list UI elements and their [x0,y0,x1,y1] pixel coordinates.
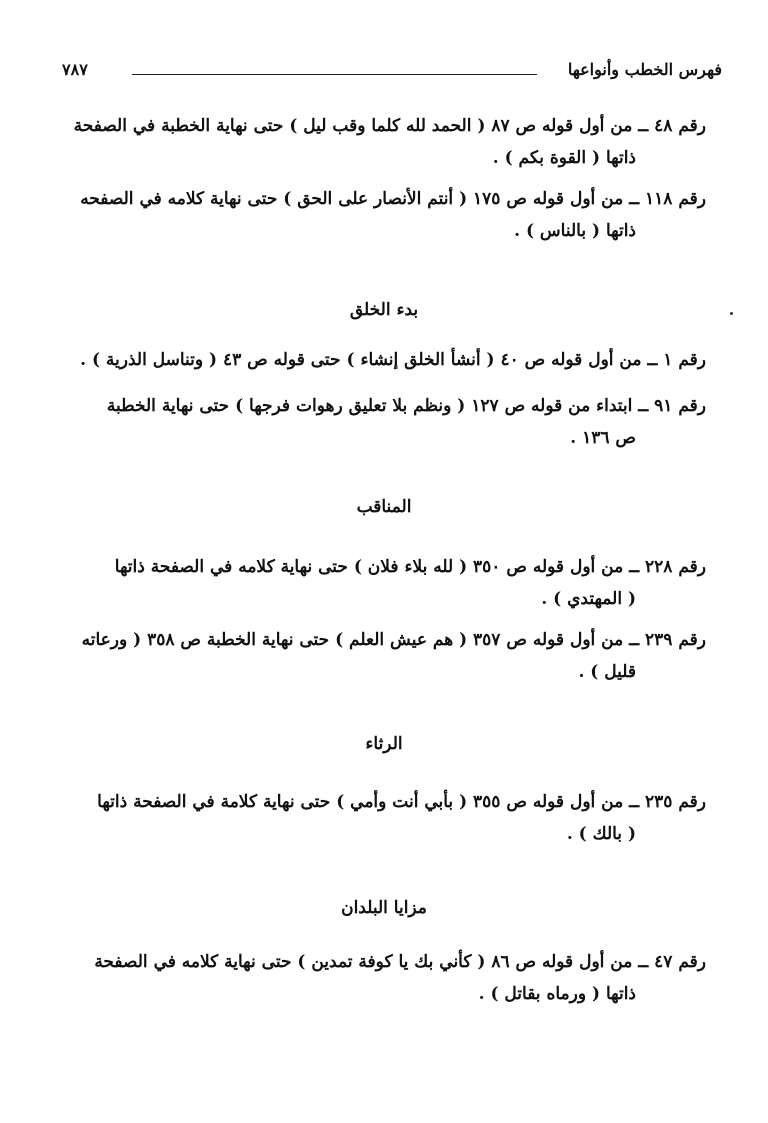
entry-continuation: ذاتها ( ورماه بقاتل ) . [478,984,636,1004]
index-entry [46,390,706,454]
index-entry [46,344,706,376]
entry-continuation: قليل ) . [578,662,636,682]
entry-line: رقم ١١٨ ــ من أول قوله ص ١٧٥ ( أنتم الأنصار على الحق ) حتى نهاية كلامه في الصفحه [80,189,706,209]
index-entry [46,183,706,247]
section-heading: المناقب [356,497,412,517]
entry-continuation: ذاتها ( القوة بكم ) . [492,148,636,168]
section-heading: بدء الخلق [349,300,419,320]
entry-line: رقم ٢٢٨ ــ من أول قوله ص ٣٥٠ ( لله بلاء فلان ) حتى نهاية كلامه في الصفحة ذاتها [114,557,706,577]
entry-continuation: ص ١٣٦ . [570,428,636,448]
entry-line: رقم ٩١ ــ ابتداء من قوله ص ١٢٧ ( ونظم بلا تعليق رهوات فرجها ) حتى نهاية الخطبة [106,396,706,416]
entry-line: رقم ٢٣٥ ــ من أول قوله ص ٣٥٥ ( بأبي أنت وأمي ) حتى نهاية كلامة في الصفحة ذاتها [97,792,706,812]
entry-line: رقم ٤٨ ــ من أول قوله ص ٨٧ ( الحمد لله كلما وقب ليل ) حتى نهاية الخطبة في الصفحة [73,116,706,136]
header-rule [132,74,537,75]
index-entry [46,110,706,174]
index-entry [46,946,706,1010]
index-entry [46,624,706,688]
entry-line: رقم ٤٧ ــ من أول قوله ص ٨٦ ( كأني بك يا كوفة تمدين ) حتى نهاية كلامه في الصفحة [94,952,706,972]
index-entry [46,786,706,850]
stray-mark [730,312,733,315]
page-number: ٧٨٧ [62,60,88,79]
section-heading: الرثاء [365,734,403,754]
entry-continuation: ( بالك ) . [566,824,636,844]
entry-continuation: ذاتها ( بالناس ) . [514,221,636,241]
entry-continuation: ( المهتدي ) . [541,589,636,609]
entry-line: رقم ١ ــ من أول قوله ص ٤٠ ( أنشأ الخلق إنشاء ) حتى قوله ص ٤٣ ( وتناسل الذرية ) . [80,350,706,370]
section-heading: مزايا البلدان [341,898,427,918]
index-entry [46,551,706,615]
header-title: فهرس الخطب وأنواعها [567,60,722,79]
entry-line: رقم ٢٣٩ ــ من أول قوله ص ٣٥٧ ( هم عيش العلم ) حتى نهاية الخطبة ص ٣٥٨ ( ورعاته [81,630,706,650]
running-header [62,60,722,88]
